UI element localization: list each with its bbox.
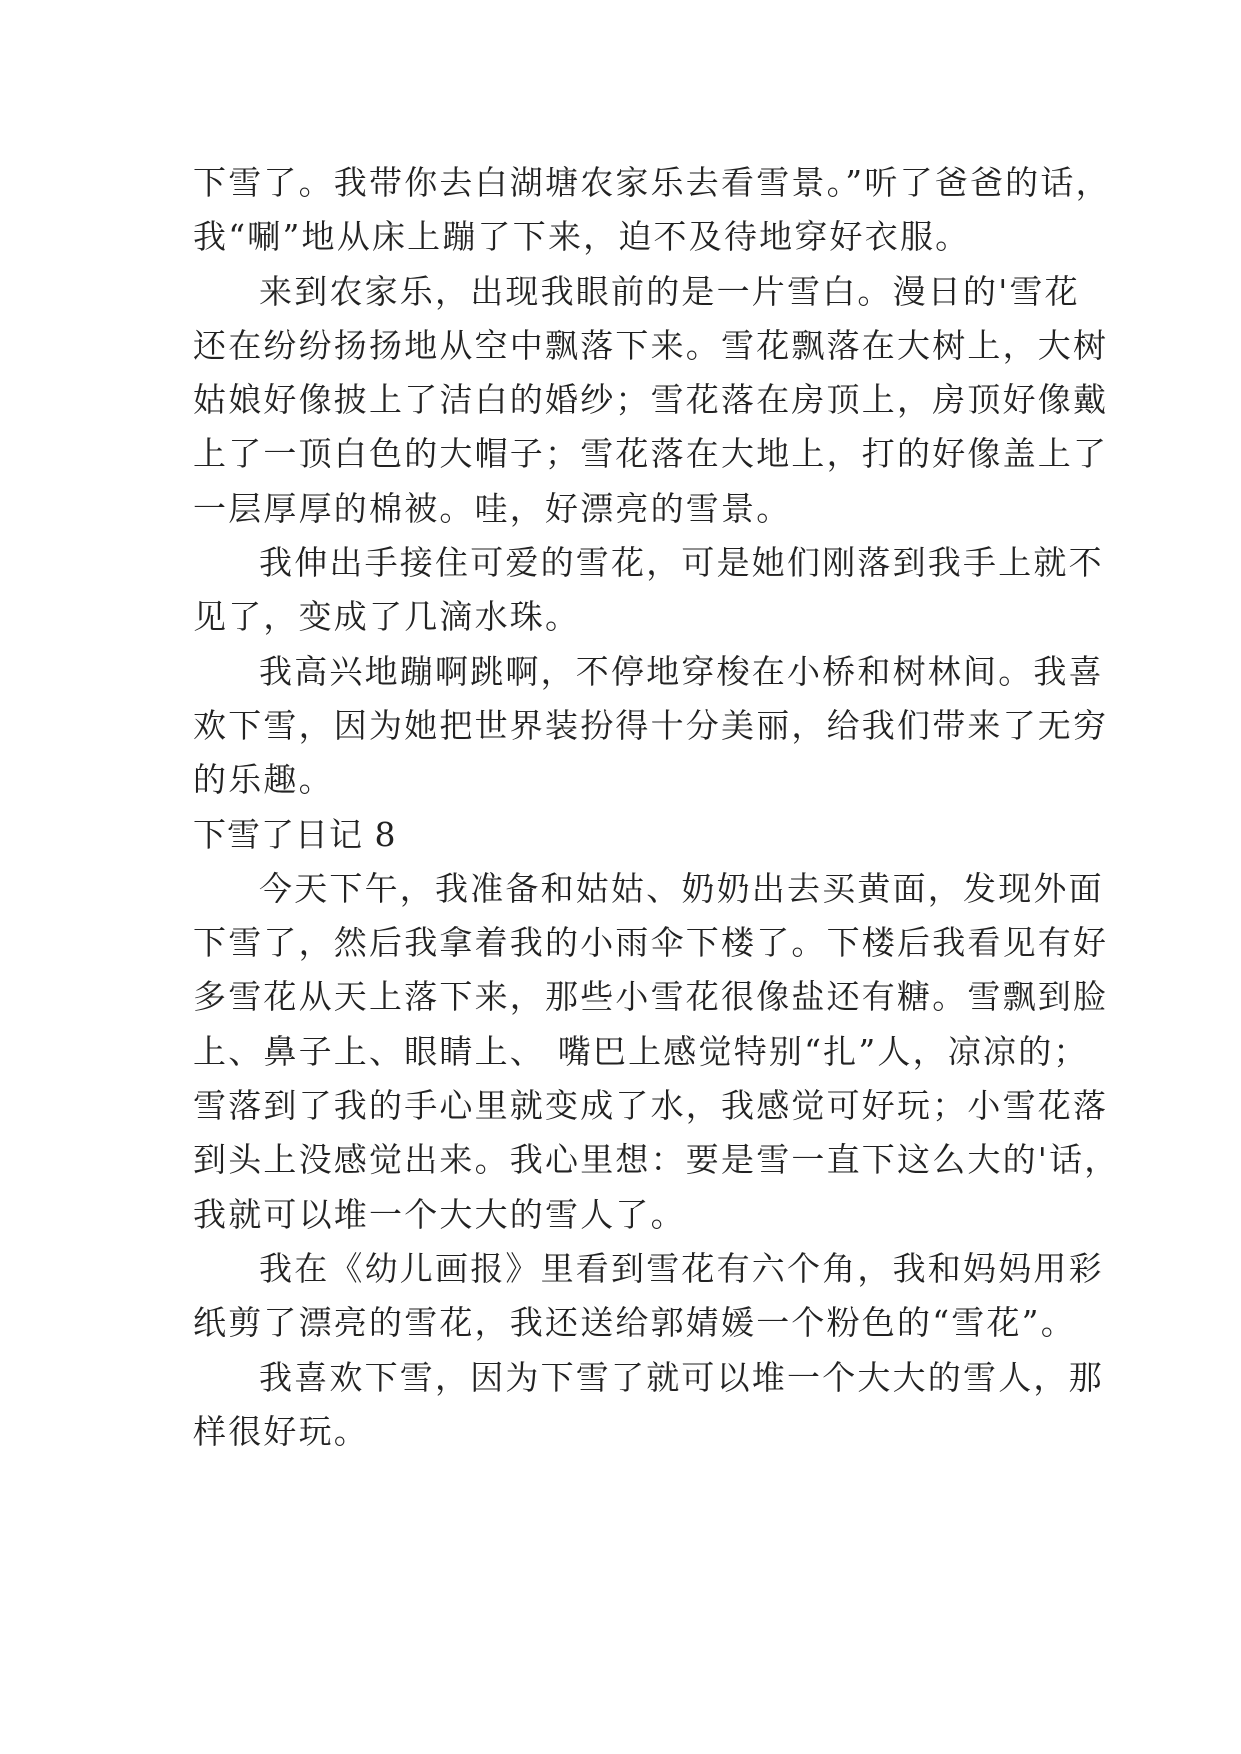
text-line: 上、鼻子上、眼睛上、 嘴巴上感觉特别“扎”人，凉凉的； bbox=[193, 1031, 1089, 1071]
paragraph-start-line: 我喜欢下雪，因为下雪了就可以堆一个大大的雪人，那 bbox=[259, 1357, 1104, 1397]
paragraph-start-line: 我伸出手接住可爱的雪花，可是她们刚落到我手上就不 bbox=[259, 543, 1104, 583]
section-heading: 下雪了日记 8 bbox=[193, 814, 397, 854]
text-line: 还在纷纷扬扬地从空中飘落下来。雪花飘落在大树上，大树 bbox=[193, 325, 1109, 365]
text-line: 我“唰”地从床上蹦了下来，迫不及待地穿好衣服。 bbox=[193, 217, 971, 257]
paragraph-start-line: 我在《幼儿画报》里看到雪花有六个角，我和妈妈用彩 bbox=[259, 1248, 1104, 1288]
text-line: 到头上没感觉出来。我心里想：要是雪一直下这么大的'话， bbox=[193, 1140, 1120, 1180]
text-line: 雪落到了我的手心里就变成了水，我感觉可好玩；小雪花落 bbox=[193, 1086, 1109, 1126]
text-line: 一层厚厚的棉被。哇，好漂亮的雪景。 bbox=[193, 488, 792, 528]
paragraph-start-line: 来到农家乐，出现我眼前的是一片雪白。漫日的'雪花 bbox=[259, 271, 1080, 311]
text-line: 下雪了。我带你去白湖塘农家乐去看雪景。”听了爸爸的话， bbox=[193, 163, 1111, 202]
text-line: 上了一顶白色的大帽子；雪花落在大地上，打的好像盖上了 bbox=[193, 434, 1109, 474]
text-line: 我就可以堆一个大大的雪人了。 bbox=[193, 1194, 686, 1234]
text-line: 纸剪了漂亮的雪花，我还送给郭婧媛一个粉色的“雪花”。 bbox=[193, 1303, 1076, 1343]
text-line: 多雪花从天上落下来，那些小雪花很像盐还有糖。雪飘到脸 bbox=[193, 977, 1109, 1017]
text-line: 欢下雪，因为她把世界装扮得十分美丽，给我们带来了无穷 bbox=[193, 705, 1109, 745]
text-line: 的乐趣。 bbox=[193, 760, 334, 800]
document-body bbox=[193, 156, 1120, 1459]
paragraph-start-line: 今天下午，我准备和姑姑、奶奶出去买黄面，发现外面 bbox=[259, 868, 1104, 908]
paragraph-start-line: 我高兴地蹦啊跳啊，不停地穿梭在小桥和树林间。我喜 bbox=[259, 651, 1104, 691]
text-line: 姑娘好像披上了洁白的婚纱；雪花落在房顶上，房顶好像戴 bbox=[193, 380, 1109, 420]
text-line: 样很好玩。 bbox=[193, 1411, 369, 1451]
text-line: 见了，变成了几滴水珠。 bbox=[193, 597, 581, 637]
text-line: 下雪了，然后我拿着我的小雨伞下楼了。下楼后我看见有好 bbox=[193, 923, 1109, 963]
